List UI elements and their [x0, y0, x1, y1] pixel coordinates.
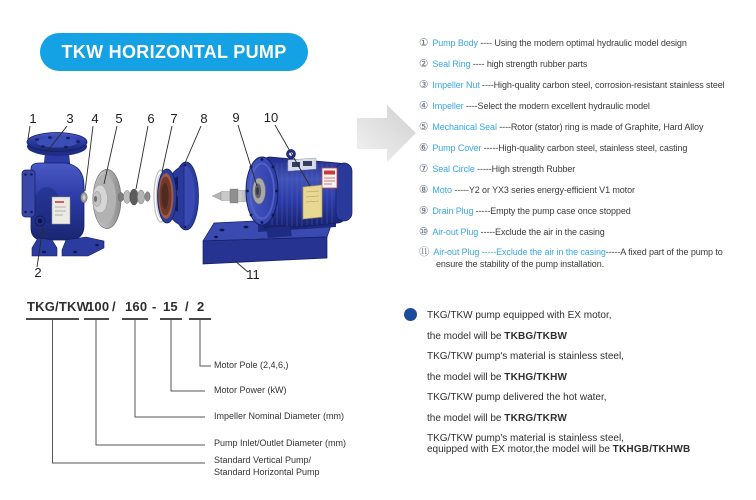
part-number-badge: ③ [419, 79, 429, 91]
part-desc: -----Y2 or YX3 series energy-efficient V1 motor [451, 185, 635, 195]
callout-5: 5 [115, 111, 123, 126]
note-text: TKG/TKW pump equipped with EX motor, [427, 310, 612, 321]
part-item-1 [419, 37, 754, 58]
note-line [427, 444, 753, 457]
part-name: Moto [432, 185, 452, 195]
part-item-10 [419, 226, 754, 247]
callout-7: 7 [170, 111, 178, 126]
part-desc: -----Empty the pump case once stopped [473, 206, 631, 216]
casing-label [52, 197, 70, 224]
casing-foot-right [62, 237, 104, 256]
part-name: Seal Ring [432, 59, 471, 69]
note-model: TKHGB/TKHWB [612, 443, 691, 455]
underline-inlet [84, 318, 109, 320]
label-standard-vertical: Standard Vertical Pump/ [214, 455, 312, 465]
model-connector-lines [53, 319, 212, 463]
part-number-badge: ② [419, 58, 429, 70]
part-number-badge: ⑪ [419, 246, 430, 258]
motor-red-label [322, 168, 337, 188]
note-line [427, 392, 753, 405]
callout-11: 11 [246, 267, 260, 282]
model-separator: / [112, 299, 116, 314]
note-model: TKBG/TKBW [504, 330, 568, 342]
pump-casing [22, 133, 104, 257]
parts-list [419, 37, 754, 270]
part-item-9 [419, 205, 754, 226]
part-desc: ---- high strength rubber parts [470, 59, 588, 69]
model-segment-impeller: 160 [125, 299, 148, 314]
note-line [427, 331, 753, 344]
note-text: TKG/TKW pump's material is stainless steel, [427, 433, 624, 444]
pump-cover [158, 162, 199, 230]
part-name: Impeller Nut [432, 80, 480, 90]
part-desc: ----Select the modern excellent hydraulic model [463, 101, 650, 111]
underline-pole [189, 318, 211, 320]
part-number-badge: ⑤ [419, 121, 429, 133]
part-desc: ---- Using the modern optimal hydraulic model design [477, 38, 687, 48]
note-text: the model will be [427, 371, 505, 383]
label-impeller-diameter: Impeller Nominal Diameter (mm) [214, 411, 345, 421]
callout-10: 10 [263, 110, 279, 125]
note-model: TKHG/TKHW [504, 371, 568, 383]
note-text: the model will be [427, 412, 505, 424]
note-text: TKG/TKW pump delivered the hot water, [427, 392, 607, 403]
part-item-4 [419, 100, 754, 121]
part-name: Pump Body [432, 38, 478, 48]
underline-power [160, 318, 182, 320]
note-line [427, 413, 753, 426]
part-desc: ----High-quality carbon steel, corrosion-resistant stainless steel [479, 80, 725, 90]
part-number-badge: ⑩ [419, 226, 429, 238]
callout-9: 9 [232, 110, 240, 125]
part-name: Mechanical Seal [432, 122, 497, 132]
motor-front-foot [266, 226, 292, 238]
part-desc: -----High-quality carbon steel, stainless steel, casting [481, 143, 688, 153]
callout-4: 4 [91, 111, 99, 126]
bullet-icon [404, 308, 417, 321]
part-item-8 [419, 184, 754, 205]
part-number-badge: ⑥ [419, 142, 429, 154]
motor-nameplate [303, 185, 322, 219]
model-notes [427, 310, 753, 464]
model-separator: - [152, 299, 157, 314]
label-motor-pole: Motor Pole (2,4,6,) [214, 360, 289, 370]
part-number-badge: ① [419, 37, 429, 49]
part-item-7 [419, 163, 754, 184]
model-segment-power: 15 [163, 299, 178, 314]
callout-1: 1 [29, 111, 37, 126]
arrow-right-icon [357, 105, 416, 162]
model-separator: / [185, 299, 189, 314]
part-desc: -----A fixed part of the pump to [605, 247, 723, 257]
mechanical-seal [118, 189, 150, 205]
part-name-extra: -----Exclude the air in the casing [479, 247, 606, 257]
note-text: equipped with EX motor,the model will be [427, 443, 613, 455]
model-segment-series: TKG/TKW [27, 299, 90, 314]
part-name: Air-out Plug [433, 247, 480, 257]
casing-foot-left [32, 238, 57, 256]
label-motor-power: Motor Power (kW) [214, 385, 287, 395]
note-line [427, 372, 753, 385]
part-item-6 [419, 142, 754, 163]
part-name: Seal Circle [432, 164, 475, 174]
part-number-badge: ⑧ [419, 184, 429, 196]
part-desc: ----Rotor (stator) ring is made of Graphite, Hard Alloy [496, 122, 704, 132]
underline-impeller [122, 318, 148, 320]
part-desc: -----Exclude the air in the casing [478, 227, 605, 237]
note-line [427, 310, 753, 323]
part-item-2 [419, 58, 754, 79]
part-item-3 [419, 79, 754, 100]
callout-3: 3 [66, 111, 74, 126]
callout-2: 2 [34, 265, 42, 280]
label-standard-horizontal: Standard Horizontal Pump [214, 467, 320, 477]
note-text: the model will be [427, 330, 505, 342]
impeller [93, 170, 122, 229]
model-segment-inlet: 100 [87, 299, 110, 314]
underline-series [26, 318, 79, 320]
callout-8: 8 [200, 111, 208, 126]
part-name: Air-out Plug [432, 227, 479, 237]
model-segment-pole: 2 [197, 299, 205, 314]
title-banner [40, 33, 308, 71]
impeller-nut [81, 193, 87, 203]
note-line [427, 351, 753, 364]
motor-rear-cap [336, 163, 352, 221]
part-item-11 [419, 247, 754, 270]
page-title: TKW HORIZONTAL PUMP [61, 41, 287, 62]
suction-flange [22, 170, 35, 217]
note-model: TKRG/TKRW [504, 412, 567, 424]
part-number-badge: ⑦ [419, 163, 429, 175]
callout-6: 6 [147, 111, 155, 126]
part-desc-line2: ensure the stability of the pump installation. [436, 258, 605, 269]
part-name: Drain Plug [432, 206, 474, 216]
part-name: Impeller [432, 101, 464, 111]
part-item-5 [419, 121, 754, 142]
part-number-badge: ⑨ [419, 205, 429, 217]
part-name: Pump Cover [432, 143, 482, 153]
label-inlet-outlet-diameter: Pump Inlet/Outlet Diameter (mm) [214, 438, 347, 448]
part-number-badge: ④ [419, 100, 429, 112]
note-text: TKG/TKW pump's material is stainless steel, [427, 351, 624, 362]
motor [246, 150, 352, 239]
part-desc: -----High strength Rubber [474, 164, 576, 174]
